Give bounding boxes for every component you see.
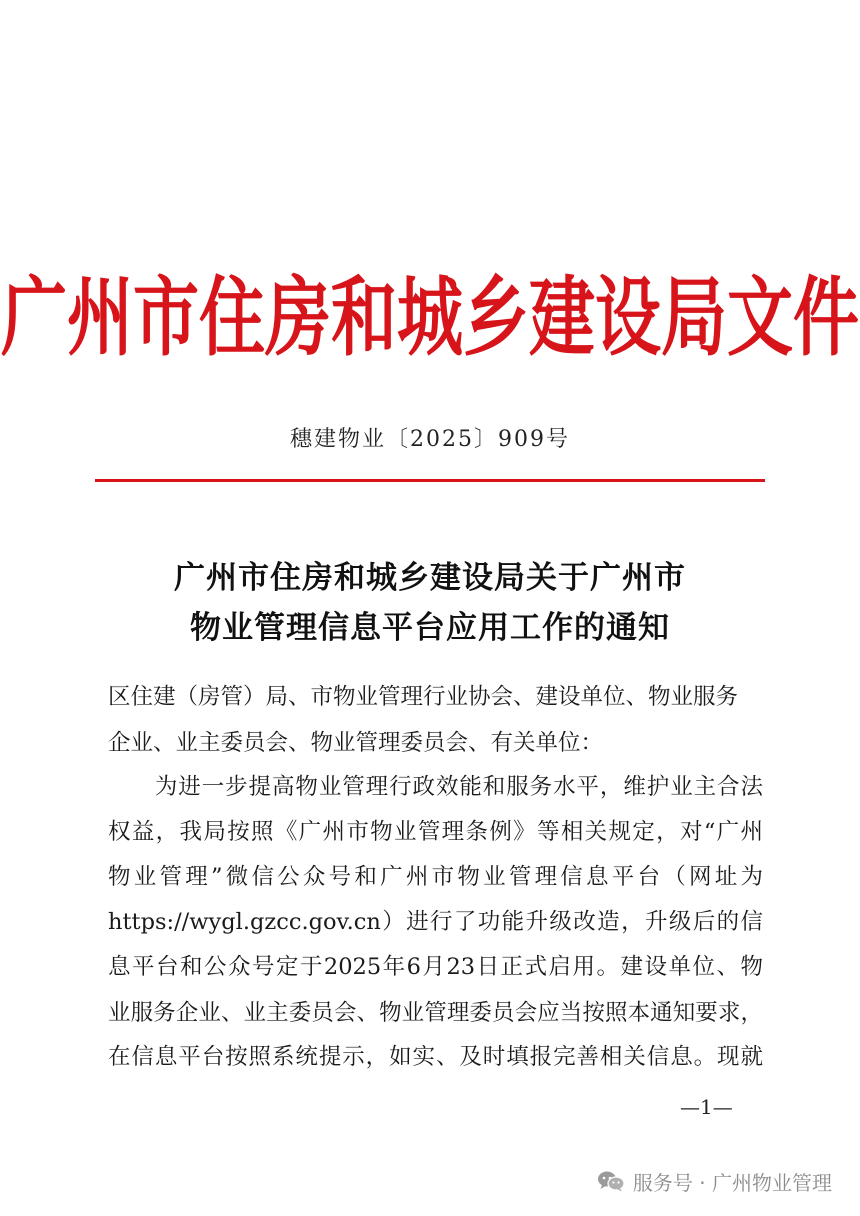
body-line-4: 权益，我局按照《广州市物业管理条例》等相关规定，对“广州	[108, 819, 763, 845]
red-divider-line	[95, 479, 765, 482]
body-line-7: 息平台和公众号定于2025年6月23日正式启用。建设单位、物	[108, 954, 763, 980]
masthead-text: 广州市住房和城乡建设局文件	[1, 266, 859, 368]
page-number: —1—	[680, 1095, 733, 1119]
body-line-6: https://wygl.gzcc.gov.cn）进行了功能升级改造，升级后的信	[108, 909, 763, 935]
body-line-5: 物业管理”微信公众号和广州市物业管理信息平台（网址为	[108, 864, 763, 890]
notice-title-line-1: 广州市住房和城乡建设局关于广州市	[174, 560, 686, 596]
notice-title-line-2: 物业管理信息平台应用工作的通知	[190, 610, 670, 646]
wechat-watermark	[597, 1164, 832, 1198]
body-line-8: 业服务企业、业主委员会、物业管理委员会应当按照本通知要求，	[108, 1000, 763, 1026]
document-number: 穗建物业〔2025〕909号	[290, 427, 570, 452]
wechat-icon	[597, 1170, 625, 1192]
watermark-text: 服务号 · 广州物业管理	[632, 1170, 832, 1195]
body-line-1: 区住建（房管）局、市物业管理行业协会、建设单位、物业服务	[108, 684, 739, 710]
body-line-2: 企业、业主委员会、物业管理委员会、有关单位：	[108, 730, 604, 756]
body-line-9: 在信息平台按照系统提示，如实、及时填报完善相关信息。现就	[108, 1044, 763, 1070]
masthead-title	[0, 262, 860, 372]
body-line-3: 为进一步提高物业管理行政效能和服务水平，维护业主合法	[108, 774, 763, 800]
